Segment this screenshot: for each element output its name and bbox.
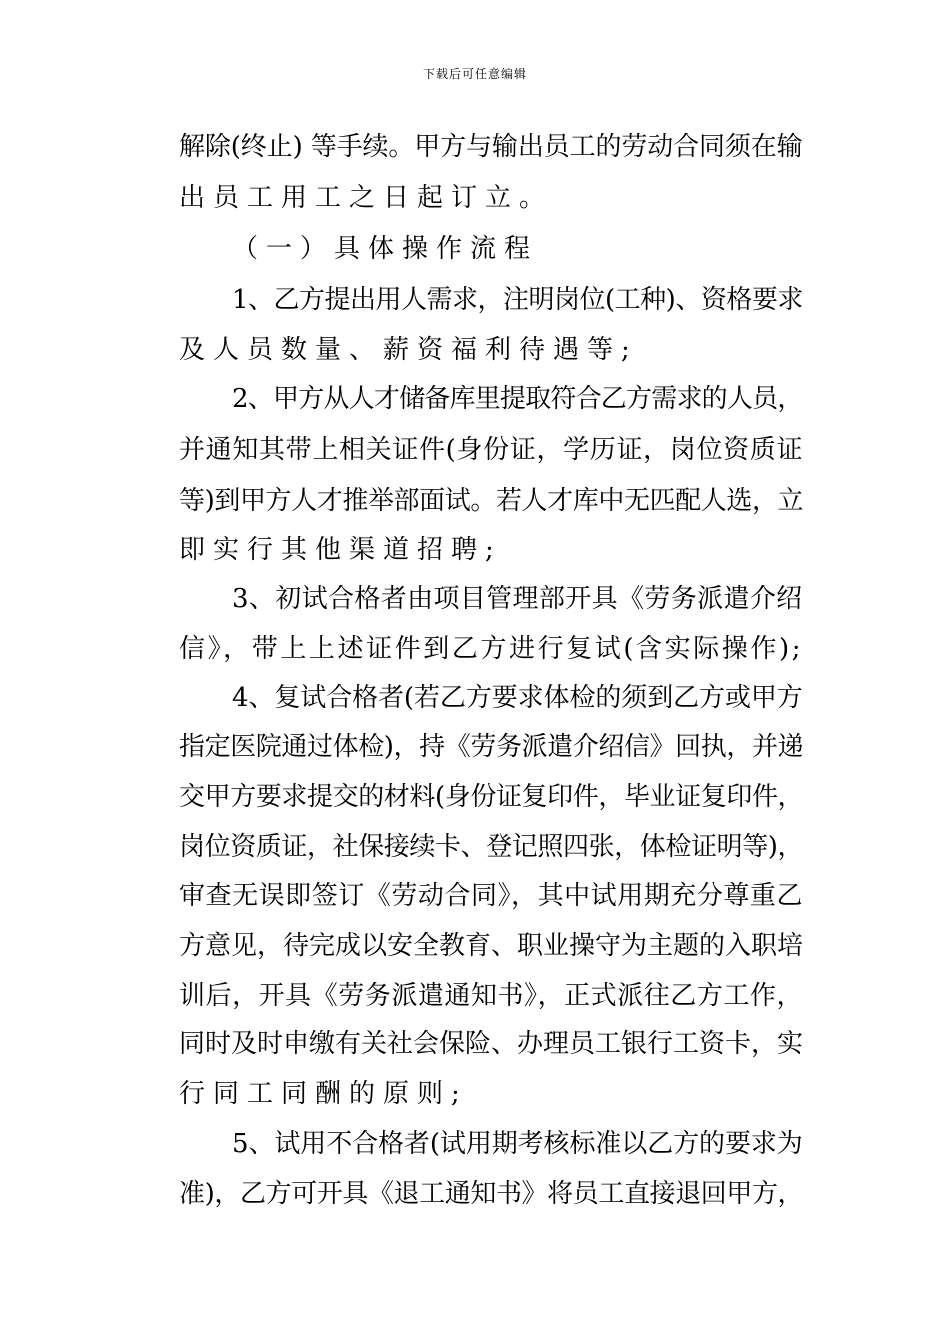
text-line: 5、试用不合格者(试用期考核标准以乙方的要求为	[232, 1129, 803, 1159]
text-line: 4、复试合格者(若乙方要求体检的须到乙方或甲方	[232, 683, 803, 713]
text-line: 即实行其他渠道招聘;	[179, 535, 502, 565]
text-line: 出员工用工之日起订立。	[179, 183, 554, 213]
text-line: 岗位资质证，社保接续卡、登记照四张，体检证明等)，	[179, 832, 804, 862]
text-line: 行同工同酬的原则;	[179, 1079, 468, 1109]
text-line: 并通知其带上相关证件(身份证，学历证，岗位资质证	[179, 435, 804, 465]
text-line: 指定医院通过体检)，持《劳务派遣介绍信》回执，并递	[179, 732, 804, 762]
text-line: 信》，带上上述证件到乙方进行复试(含实际操作);	[179, 634, 804, 664]
text-line: 2、甲方从人才储备库里提取符合乙方需求的人员，	[232, 384, 803, 414]
text-line: 1、乙方提出用人需求，注明岗位(工种)、资格要求	[232, 285, 803, 315]
text-line: 3、初试合格者由项目管理部开具《劳务派遣介绍	[232, 584, 803, 614]
text-line: 及人员数量、薪资福利待遇等;	[179, 335, 638, 365]
text-line: 方意见，待完成以安全教育、职业操守为主题的入职培	[179, 931, 804, 961]
text-line: 准)，乙方可开具《退工通知书》将员工直接退回甲方，	[179, 1179, 804, 1209]
text-line: 解除(终止) 等手续。甲方与输出员工的劳动合同须在输	[179, 132, 803, 162]
text-line: 交甲方要求提交的材料(身份证复印件，毕业证复印件，	[179, 782, 804, 812]
section-heading: （一）具体操作流程	[232, 234, 539, 264]
text-line: 训后，开具《劳务派遣通知书》，正式派往乙方工作，	[179, 981, 804, 1011]
text-line: 同时及时申缴有关社会保险、办理员工银行工资卡，实	[179, 1029, 804, 1059]
text-line: 审查无误即签订《劳动合同》，其中试用期充分尊重乙	[179, 881, 804, 911]
page-header-note: 下载后可任意编辑	[422, 67, 527, 81]
text-line: 等)到甲方人才推举部面试。若人才库中无匹配人选，立	[179, 486, 804, 516]
